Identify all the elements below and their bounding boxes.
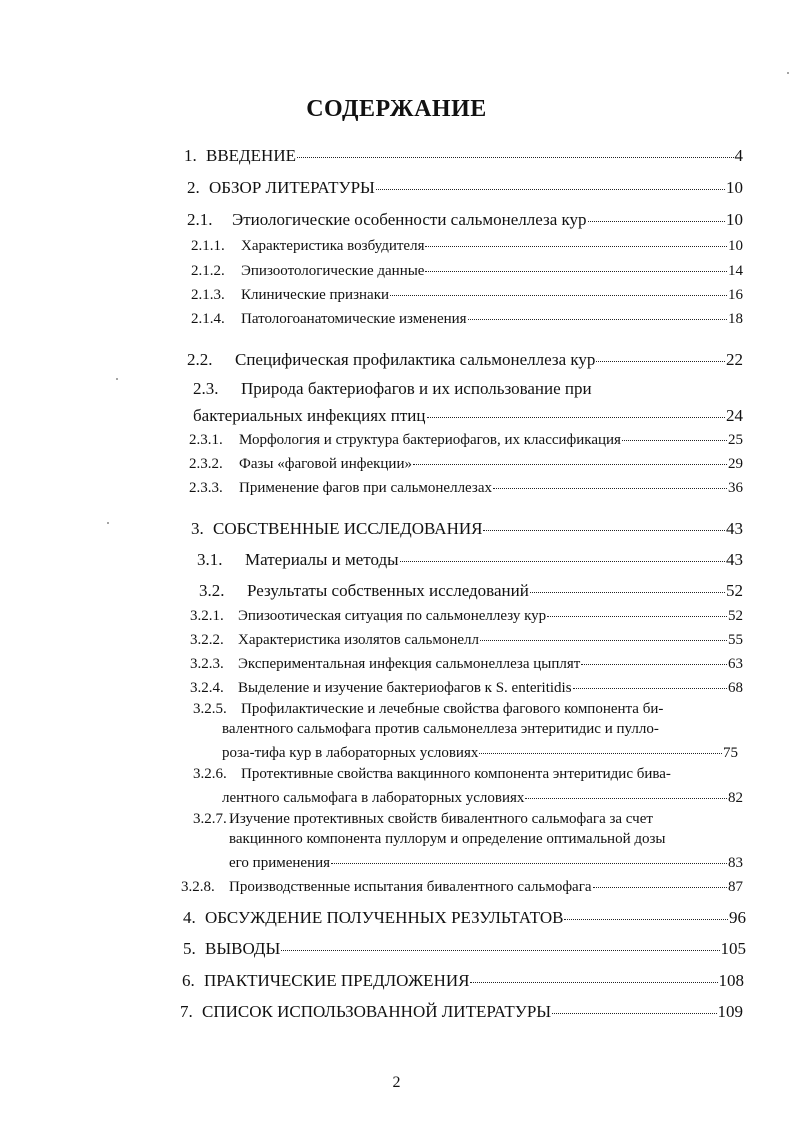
toc-label: лентного сальмофага в лабораторных условиях bbox=[222, 790, 525, 807]
dot-leader bbox=[390, 281, 727, 296]
dot-leader bbox=[588, 205, 725, 222]
toc-entry-3-1 bbox=[197, 548, 743, 568]
toc-label: Фазы «фаговой инфекции» bbox=[239, 456, 412, 473]
toc-label-line: Изучение протективных свойств бивалентного сальмофага за счет bbox=[229, 811, 653, 827]
dot-leader bbox=[581, 650, 727, 665]
toc-label: Морфология и структура бактериофагов, их классификация bbox=[239, 432, 621, 449]
dot-leader bbox=[281, 934, 719, 951]
toc-label-line: Профилактические и лечебные свойства фагового компонента би- bbox=[241, 701, 664, 717]
toc-number: 3.2.4. bbox=[190, 680, 224, 697]
toc-page: 83 bbox=[728, 855, 743, 872]
toc-page: 29 bbox=[728, 456, 743, 473]
toc-number: 3. bbox=[191, 519, 204, 539]
toc-label: его применения bbox=[229, 855, 331, 872]
toc-entry-3-2-7-line1 bbox=[193, 812, 653, 827]
scan-speck bbox=[107, 522, 109, 524]
toc-entry-3-2-1 bbox=[190, 605, 743, 624]
dot-leader bbox=[493, 474, 727, 489]
dot-leader bbox=[427, 401, 725, 418]
toc-label: ПРАКТИЧЕСКИЕ ПРЕДЛОЖЕНИЯ bbox=[204, 971, 470, 991]
toc-page: 55 bbox=[728, 632, 743, 649]
toc-page: 18 bbox=[728, 311, 743, 328]
toc-number: 3.2. bbox=[199, 581, 225, 601]
toc-entry-2-2 bbox=[187, 348, 743, 368]
toc-label: ОБЗОР ЛИТЕРАТУРЫ bbox=[209, 178, 375, 198]
toc-page: 24 bbox=[726, 406, 743, 426]
toc-page: 75 bbox=[723, 745, 738, 762]
toc-label: Характеристика изолятов сальмонелл bbox=[238, 632, 480, 649]
toc-entry-3-2-5-line2 bbox=[222, 722, 659, 737]
dot-leader bbox=[470, 966, 717, 983]
toc-page: 105 bbox=[720, 939, 746, 959]
toc-label: ВВЕДЕНИЕ bbox=[206, 146, 296, 166]
toc-number: 6. bbox=[182, 971, 195, 991]
toc-label: Этиологические особенности сальмонеллеза кур bbox=[232, 210, 587, 230]
dot-leader bbox=[468, 305, 727, 320]
toc-entry-2-3 bbox=[193, 404, 743, 424]
toc-entry-5 bbox=[183, 937, 746, 957]
toc-label: Материалы и методы bbox=[245, 550, 399, 570]
toc-page: 68 bbox=[728, 680, 743, 697]
dot-leader bbox=[425, 257, 727, 272]
toc-number: 1. bbox=[184, 146, 197, 166]
scan-speck bbox=[116, 378, 118, 380]
toc-entry-3-2 bbox=[199, 579, 743, 599]
toc-entry-2-1-3 bbox=[191, 284, 743, 303]
toc-label: Эпизоотологические данные bbox=[241, 263, 425, 280]
dot-leader bbox=[413, 450, 727, 465]
toc-page: 14 bbox=[728, 263, 743, 280]
toc-label: Результаты собственных исследований bbox=[247, 581, 529, 601]
page-number: 2 bbox=[392, 1074, 401, 1091]
toc-entry-3-2-6-line1 bbox=[193, 767, 671, 782]
toc-number: 3.2.5. bbox=[193, 701, 227, 717]
toc-number: 2.1. bbox=[187, 210, 213, 230]
toc-entry-2-1-2 bbox=[191, 260, 743, 279]
toc-label-line: Протективные свойства вакцинного компонента энтеритидис бива- bbox=[241, 766, 671, 782]
toc-label: Патологоанатомические изменения bbox=[241, 311, 467, 328]
page-title: СОДЕРЖАНИЕ bbox=[306, 96, 487, 122]
toc-number: 2.1.3. bbox=[191, 287, 225, 304]
toc-label: Клинические признаки bbox=[241, 287, 390, 304]
dot-leader bbox=[400, 545, 725, 562]
toc-label-line: вакцинного компонента пуллорум и определение оптимальной дозы bbox=[229, 831, 666, 847]
toc-page: 43 bbox=[726, 550, 743, 570]
toc-label: бактериальных инфекциях птиц bbox=[193, 406, 426, 426]
toc-label: СОБСТВЕННЫЕ ИССЛЕДОВАНИЯ bbox=[213, 519, 483, 539]
toc-label: Производственные испытания бивалентного сальмофага bbox=[229, 879, 592, 896]
toc-number: 2. bbox=[187, 178, 200, 198]
toc-label: СПИСОК ИСПОЛЬЗОВАННОЙ ЛИТЕРАТУРЫ bbox=[202, 1002, 552, 1022]
toc-number: 2.1.2. bbox=[191, 263, 225, 280]
toc-label: ВЫВОДЫ bbox=[205, 939, 281, 959]
dot-leader bbox=[525, 784, 727, 799]
dot-leader bbox=[622, 426, 727, 441]
toc-entry-4 bbox=[183, 906, 746, 926]
dot-leader bbox=[596, 345, 725, 362]
toc-number: 3.2.7. bbox=[193, 811, 227, 827]
toc-entry-3-2-7-line2 bbox=[229, 832, 666, 847]
dot-leader bbox=[483, 514, 725, 531]
toc-page: 108 bbox=[718, 971, 744, 991]
toc-entry-3-2-6 bbox=[222, 787, 743, 806]
toc-number: 5. bbox=[183, 939, 196, 959]
toc-page: 87 bbox=[728, 879, 743, 896]
toc-page: 82 bbox=[728, 790, 743, 807]
dot-leader bbox=[593, 873, 727, 888]
dot-leader bbox=[297, 141, 734, 158]
toc-label: Характеристика возбудителя bbox=[241, 238, 425, 255]
toc-entry-3-2-4 bbox=[190, 677, 743, 696]
toc-entry-2-3-2 bbox=[189, 453, 743, 472]
toc-number: 3.2.3. bbox=[190, 656, 224, 673]
toc-entry-2-3-3 bbox=[189, 477, 743, 496]
toc-page: 52 bbox=[728, 608, 743, 625]
toc-entry-1 bbox=[184, 144, 743, 164]
toc-label: роза-тифа кур в лабораторных условиях bbox=[222, 745, 479, 762]
toc-number: 2.3.2. bbox=[189, 456, 223, 473]
toc-entry-3 bbox=[191, 517, 743, 537]
toc-entry-3-2-7 bbox=[229, 852, 743, 871]
dot-leader bbox=[552, 997, 716, 1014]
toc-label-line: валентного сальмофага против сальмонеллеза энтеритидис и пулло- bbox=[222, 721, 659, 737]
toc-entry-7 bbox=[180, 1000, 743, 1020]
toc-page: 43 bbox=[726, 519, 743, 539]
toc-page: 25 bbox=[728, 432, 743, 449]
toc-number: 3.2.1. bbox=[190, 608, 224, 625]
toc-page: 22 bbox=[726, 350, 743, 370]
toc-page: 10 bbox=[728, 238, 743, 255]
toc-number: 2.1.4. bbox=[191, 311, 225, 328]
toc-entry-2-3-1 bbox=[189, 429, 743, 448]
toc-label: Специфическая профилактика сальмонеллеза кур bbox=[235, 350, 596, 370]
dot-leader bbox=[331, 849, 727, 864]
dot-leader bbox=[547, 602, 727, 617]
toc-number: 4. bbox=[183, 908, 196, 928]
toc-entry-2-1-1 bbox=[191, 235, 743, 254]
toc-label: Эпизоотическая ситуация по сальмонеллезу кур bbox=[238, 608, 547, 625]
toc-page: 10 bbox=[726, 210, 743, 230]
toc-number: 3.2.6. bbox=[193, 766, 227, 782]
dot-leader bbox=[480, 626, 727, 641]
toc-label: Применение фагов при сальмонеллезах bbox=[239, 480, 492, 497]
dot-leader bbox=[479, 739, 722, 754]
toc-page: 63 bbox=[728, 656, 743, 673]
toc-label: Экспериментальная инфекция сальмонеллеза цыплят bbox=[238, 656, 581, 673]
toc-entry-3-2-2 bbox=[190, 629, 743, 648]
toc-page: 10 bbox=[726, 178, 743, 198]
toc-entry-3-2-5-line1 bbox=[193, 702, 663, 717]
toc-entry-3-2-3 bbox=[190, 653, 743, 672]
dot-leader bbox=[564, 903, 728, 920]
toc-page: 52 bbox=[726, 581, 743, 601]
toc-label: Выделение и изучение бактериофагов к S. enteritidis bbox=[238, 680, 572, 697]
dot-leader bbox=[376, 173, 725, 190]
toc-number: 2.3. bbox=[193, 379, 219, 398]
toc-number: 2.3.1. bbox=[189, 432, 223, 449]
toc-page: 16 bbox=[728, 287, 743, 304]
toc-number: 2.3.3. bbox=[189, 480, 223, 497]
dot-leader bbox=[573, 674, 727, 689]
toc-label: ОБСУЖДЕНИЕ ПОЛУЧЕННЫХ РЕЗУЛЬТАТОВ bbox=[205, 908, 564, 928]
toc-entry-2-1-4 bbox=[191, 308, 743, 327]
toc-page: 4 bbox=[734, 146, 743, 166]
toc-number: 2.2. bbox=[187, 350, 213, 370]
toc-number: 2.1.1. bbox=[191, 238, 225, 255]
toc-entry-2-3-line1 bbox=[193, 380, 592, 397]
scan-speck bbox=[787, 72, 789, 74]
toc-page: 109 bbox=[717, 1002, 743, 1022]
toc-entry-3-2-5 bbox=[222, 742, 738, 761]
toc-entry-2 bbox=[187, 176, 743, 196]
toc-page: 36 bbox=[728, 480, 743, 497]
toc-entry-2-1 bbox=[187, 208, 743, 228]
toc-entry-6 bbox=[182, 969, 744, 989]
dot-leader bbox=[425, 232, 727, 247]
toc-label-line: Природа бактериофагов и их использование при bbox=[241, 379, 592, 398]
toc-entry-3-2-8 bbox=[181, 876, 743, 895]
toc-number: 3.1. bbox=[197, 550, 223, 570]
toc-number: 7. bbox=[180, 1002, 193, 1022]
dot-leader bbox=[530, 576, 725, 593]
toc-number: 3.2.8. bbox=[181, 879, 215, 896]
toc-page: 96 bbox=[729, 908, 746, 928]
toc-number: 3.2.2. bbox=[190, 632, 224, 649]
